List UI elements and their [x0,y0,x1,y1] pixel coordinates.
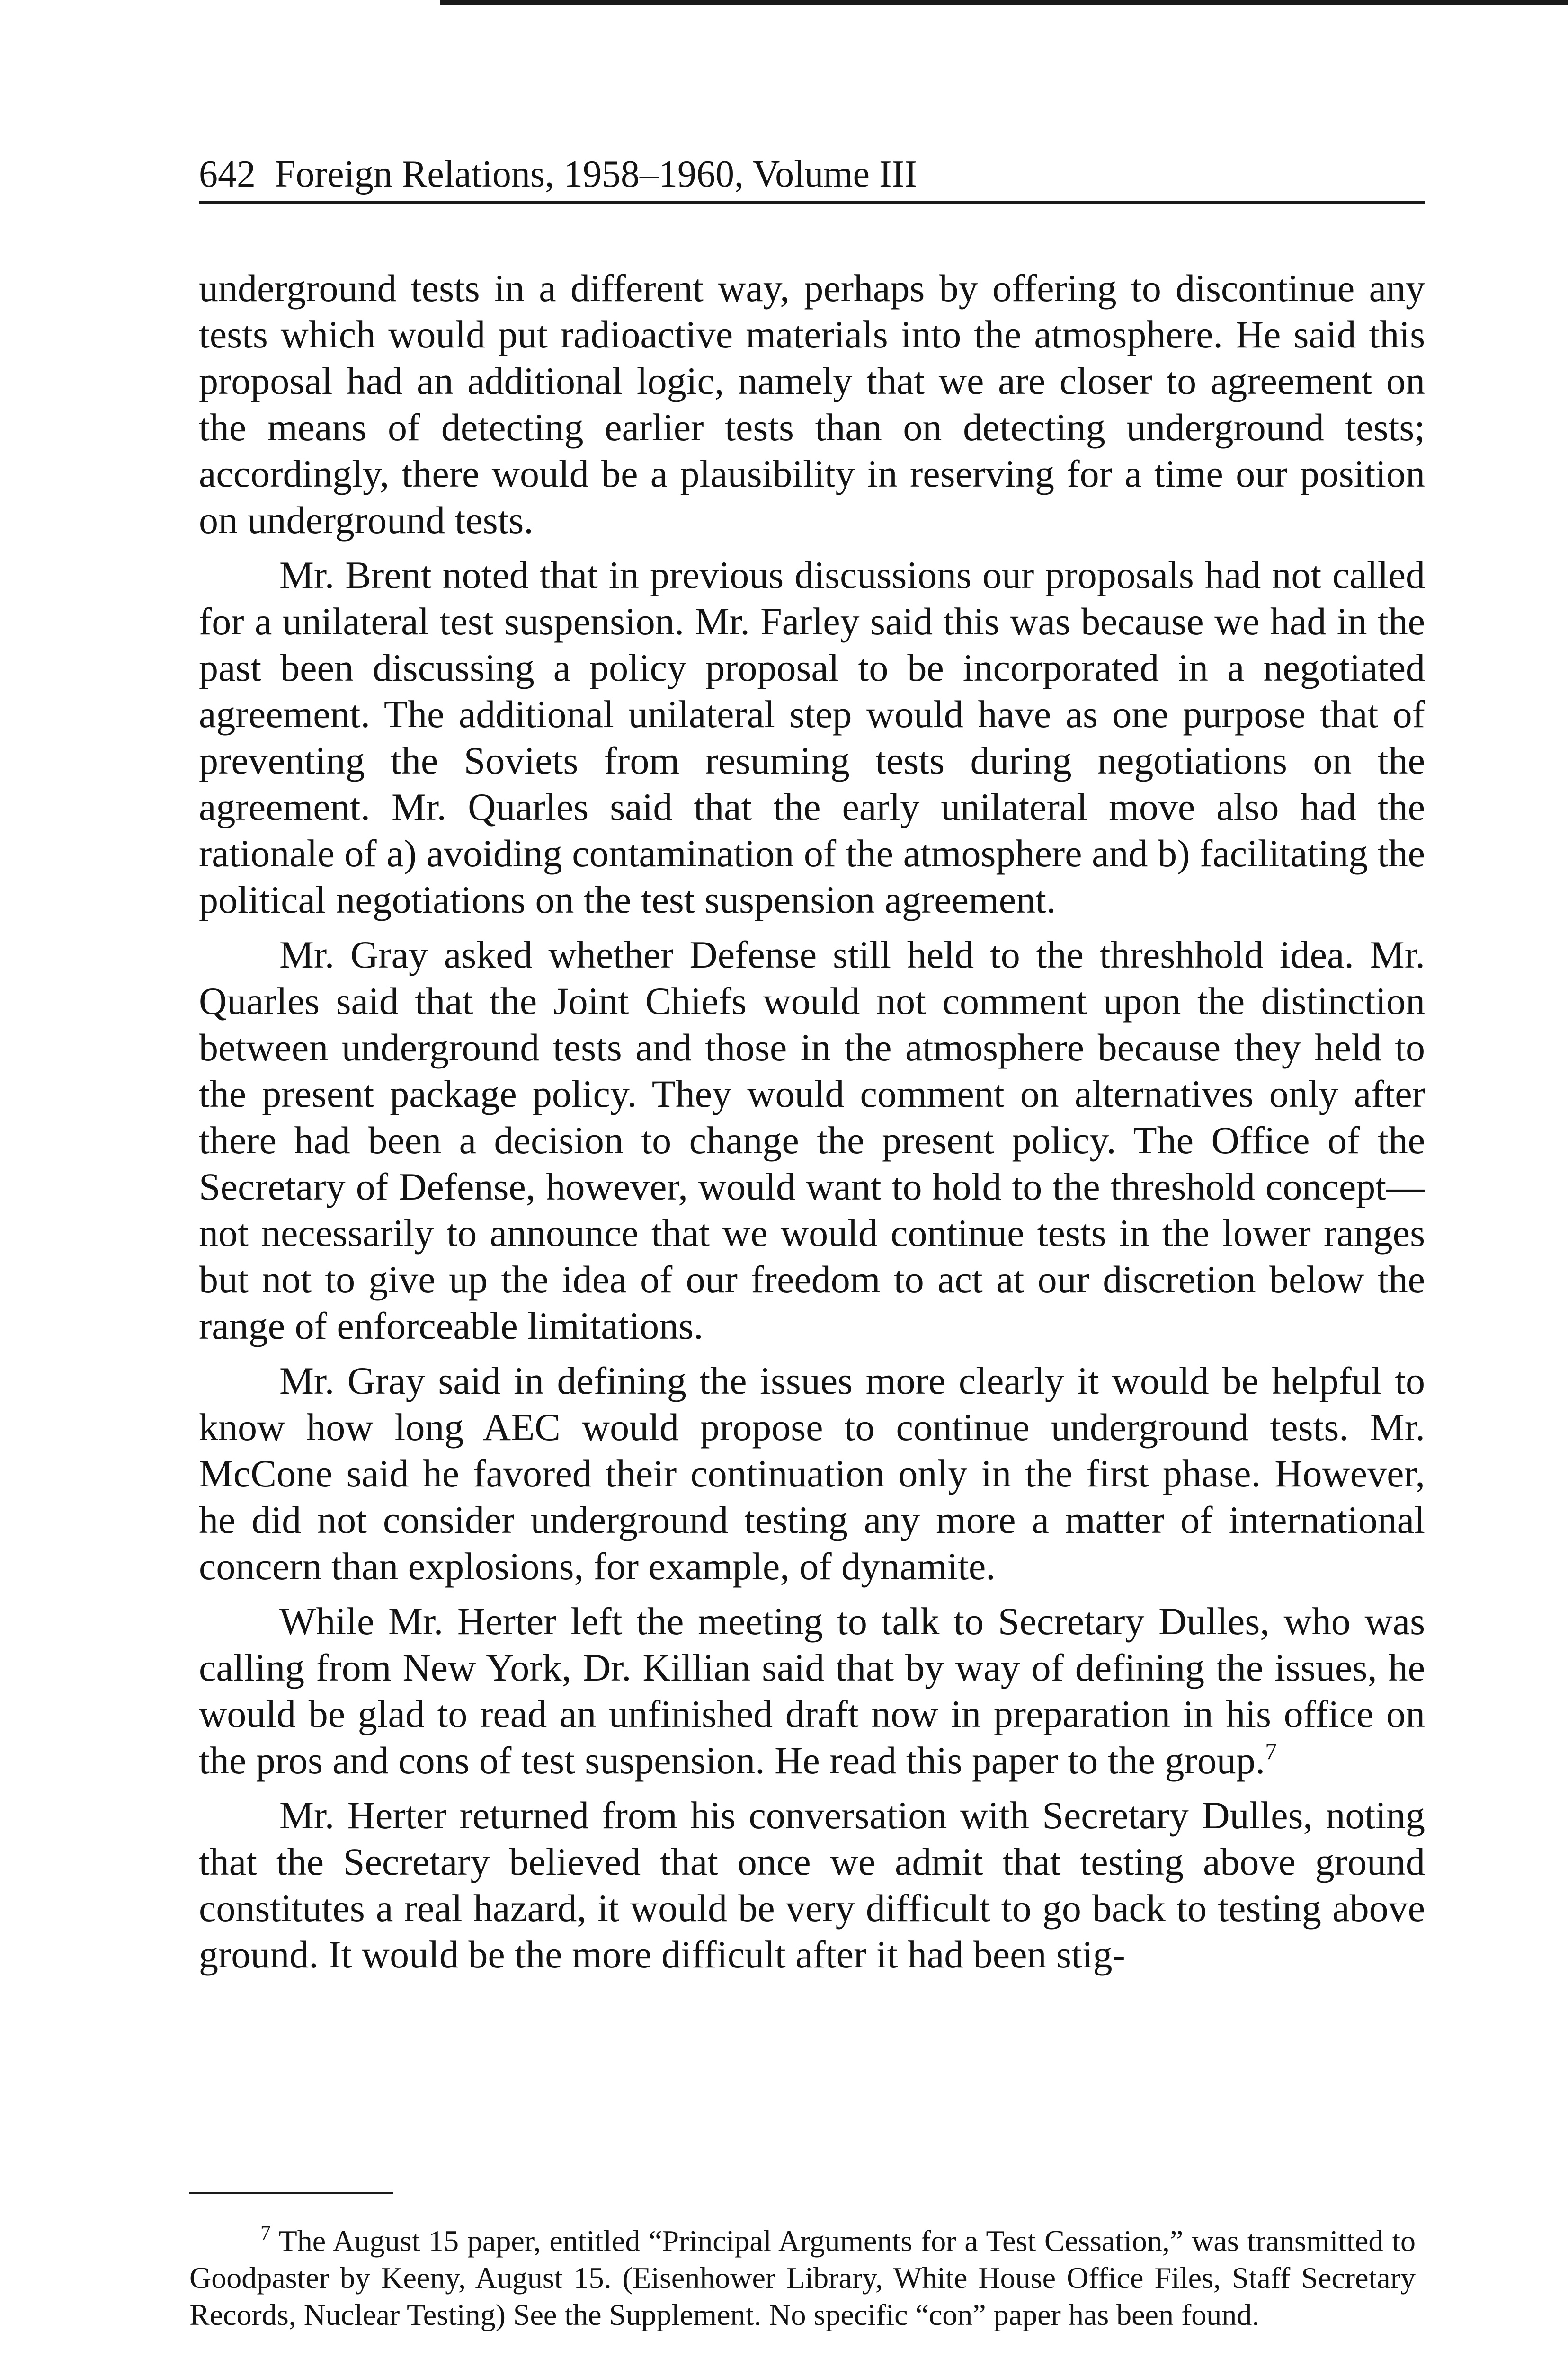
footnote-text: The August 15 paper, entitled “Principal Arguments for a Test Cessation,” was transmitted to Goodpaster by Keeny, August 15. (Eisenhower Library, White House Office Files, Staff Secretary Records, Nuclear Testing) See the Supplement. No specific “con” paper has been found. [189,2224,1416,2331]
paragraph-2: Mr. Brent noted that in previous discussions our proposals had not called for a unilateral test suspension. Mr. Farley said this was because we had in the past been discussing a policy proposal to be incorporated in a negotiated agreement. The additional unilateral step would have as one purpose that of preventing the Soviets from resuming tests during negotiations on the agreement. Mr. Quarles said that the early unilateral move also had the rationale of a) avoiding contamination of the atmosphere and b) facilitating the political negotiations on the test suspension agreement. [199,553,1425,921]
header-text [199,151,917,197]
page-number: 642 [199,153,256,195]
running-title: Foreign Relations, 1958–1960, Volume III [275,153,917,195]
body-text [199,265,1425,1986]
footnote-divider [189,2192,393,2194]
footnote-marker: 7 [260,2221,271,2244]
running-header [199,142,1425,204]
footnote [189,2223,1416,2333]
paragraph-3: Mr. Gray asked whether Defense still held to the threshhold idea. Mr. Quarles said that the Joint Chiefs would not comment upon the distinction between underground tests and those in the atmosphere because they held to the present package policy. They would comment on alternatives only after there had been a decision to change the present policy. The Office of the Secretary of Defense, however, would want to hold to the threshold concept—not necessarily to announce that we would continue tests in the lower ranges but not to give up the idea of our freedom to act at our discretion below the range of enforceable limitations. [199,933,1425,1347]
paragraph-5 [199,1598,1425,1784]
paragraph-5-text: While Mr. Herter left the meeting to talk to Secretary Dulles, who was calling from New York, Dr. Killian said that by way of defining the issues, he would be glad to read an unfinished draft now in preparation in his office on the pros and cons of test suspension. He read this paper to the group. [199,1600,1425,1782]
paragraph-6: Mr. Herter returned from his conversation with Secretary Dulles, noting that the Secretary believed that once we admit that testing above ground constitutes a real hazard, it would be very difficult to go back to testing above ground. It would be the more difficult after it had been stig- [199,1794,1425,1976]
scan-edge [440,0,1568,5]
paragraph-4: Mr. Gray said in defining the issues more clearly it would be helpful to know how long AEC would propose to continue underground tests. Mr. McCone said he favored their continuation only in the first phase. However, he did not consider underground testing any more a matter of international concern than explosions, for example, of dynamite. [199,1359,1425,1588]
paragraph-1: underground tests in a different way, perhaps by offering to discontinue any tests which would put radioactive materials into the atmosphere. He said this proposal had an additional logic, namely that we are closer to agreement on the means of detecting earlier tests than on detecting underground tests; accordingly, there would be a plausibility in reserving for a time our position on underground tests. [199,267,1425,542]
footnote-reference: 7 [1265,1738,1277,1764]
